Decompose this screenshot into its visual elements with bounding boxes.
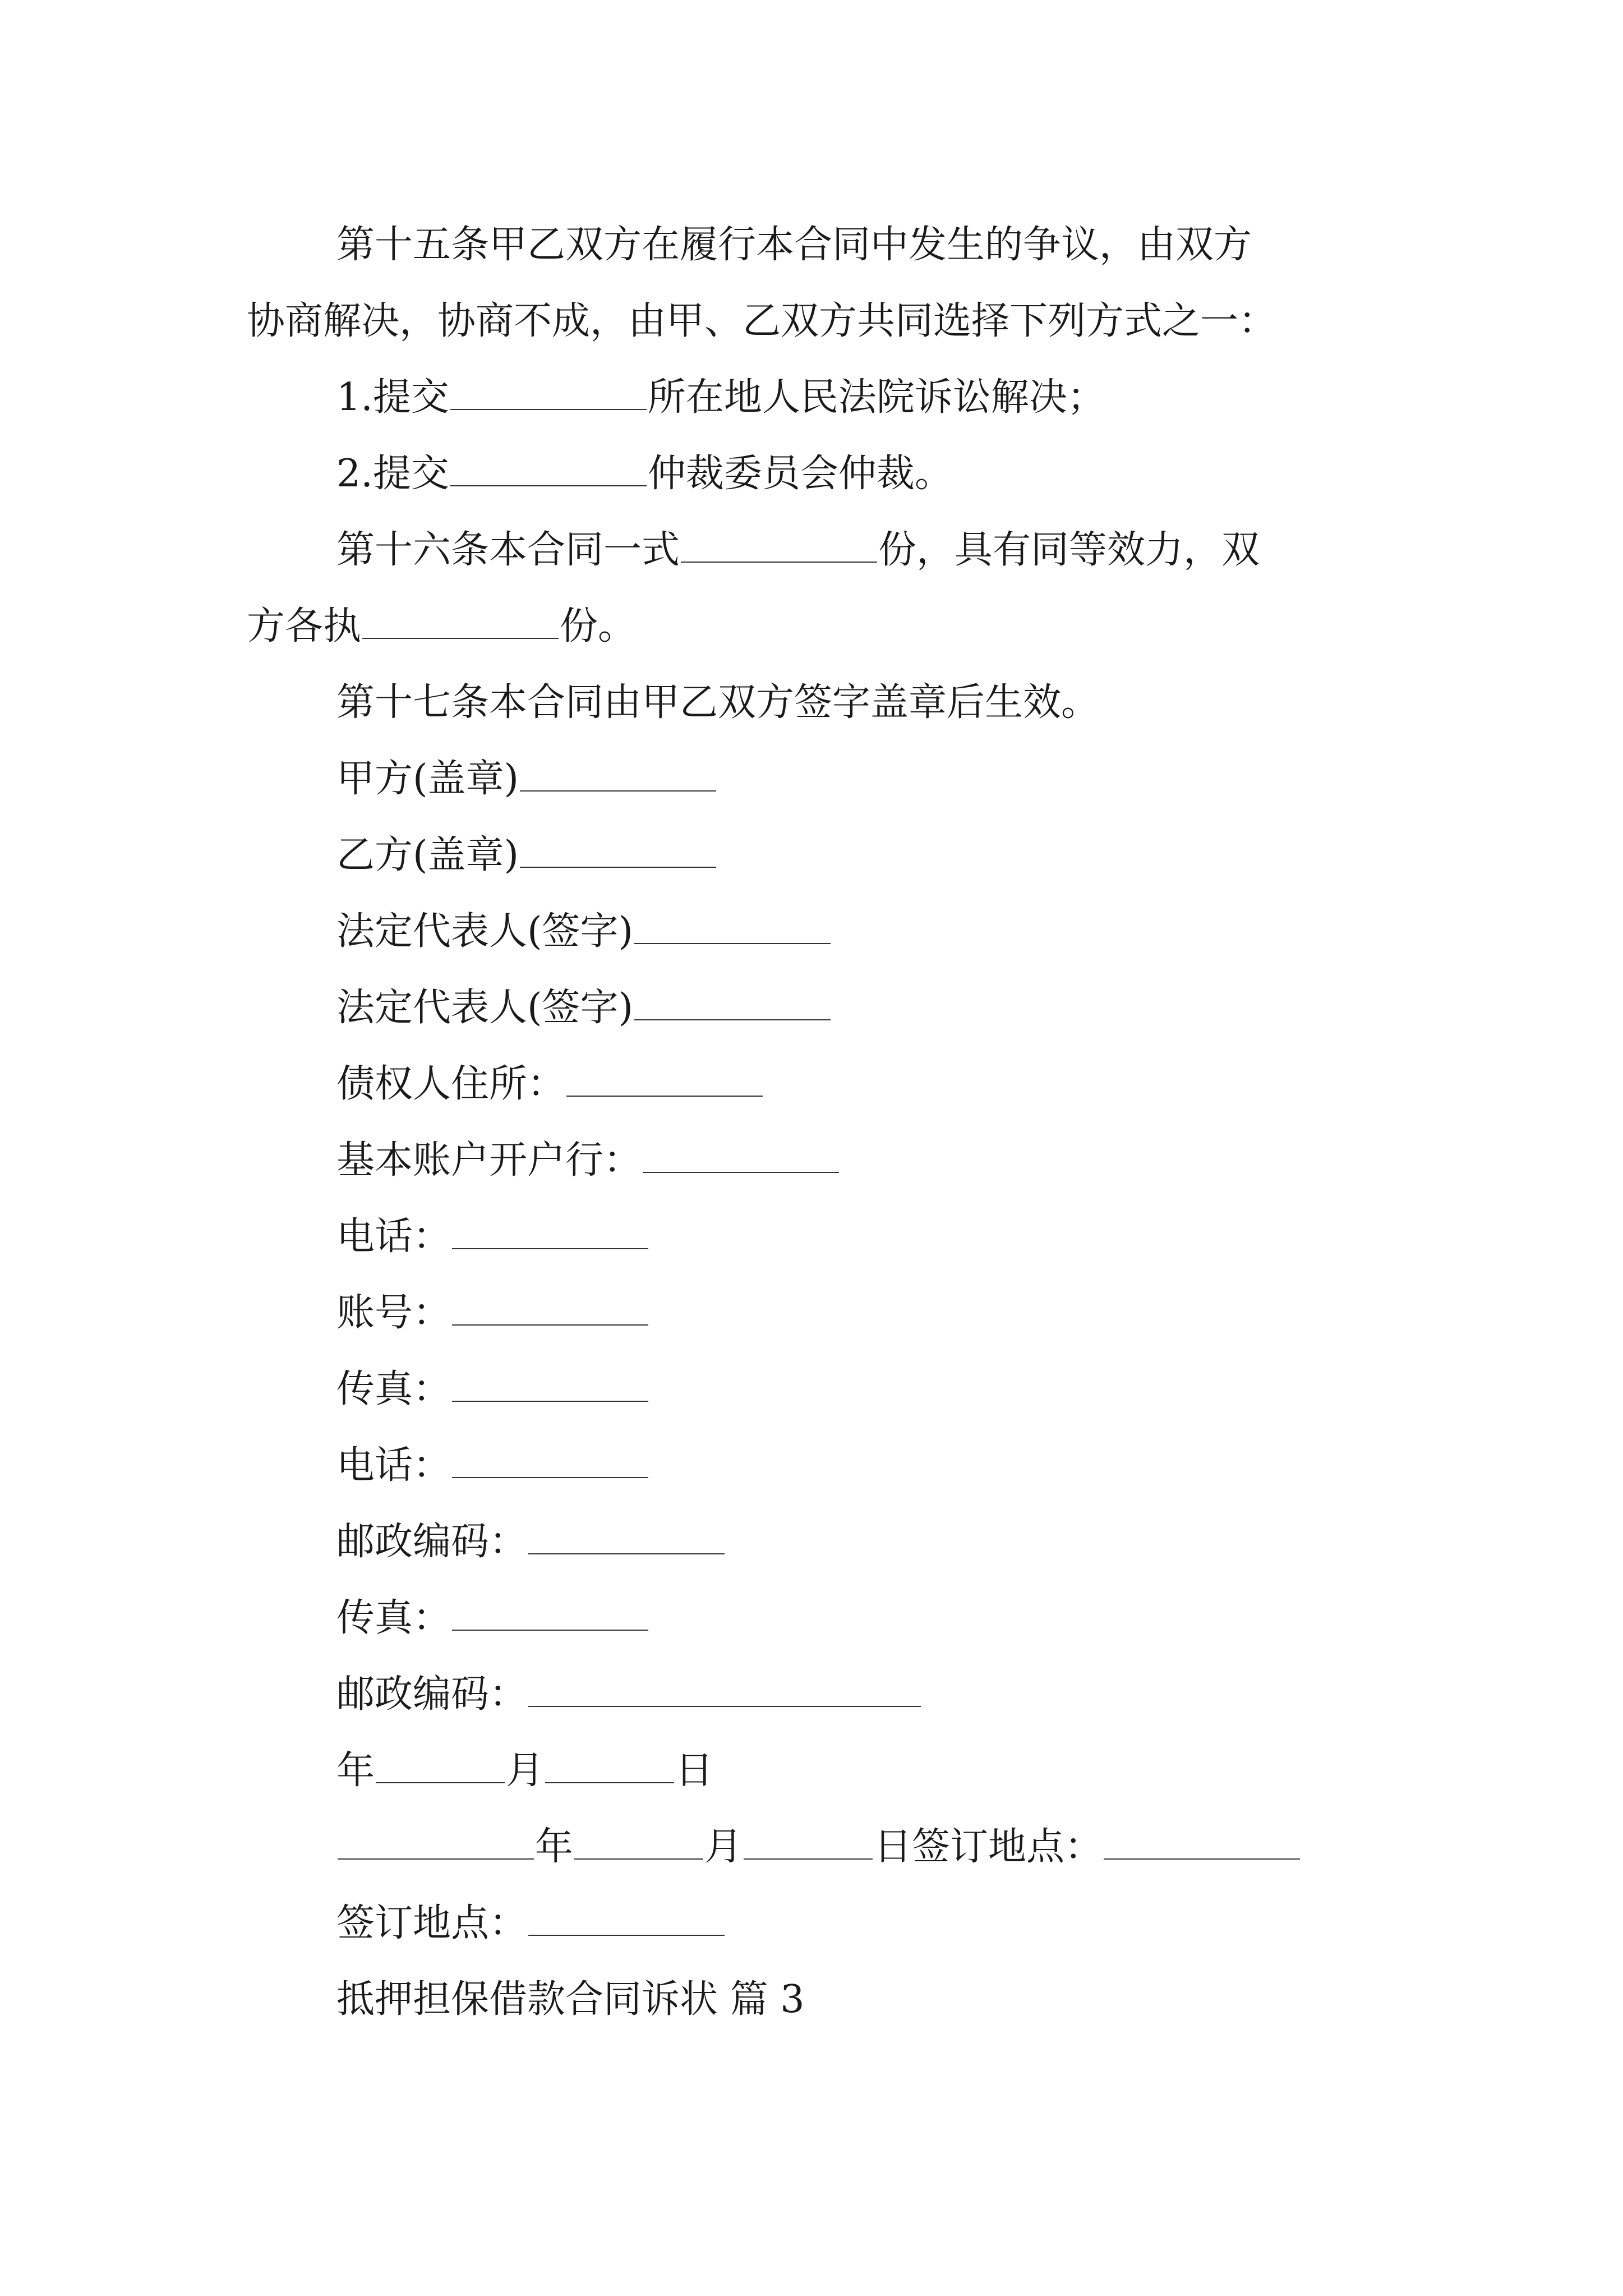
legal-rep-2 [336, 983, 832, 1033]
article-16-line-2-suffix: 份。 [560, 604, 637, 648]
option-1 [336, 372, 1105, 423]
bank [336, 1135, 840, 1186]
option-1-prefix: 1.提交 [336, 375, 449, 420]
option-2 [336, 449, 953, 499]
party-a-blank [520, 790, 716, 792]
date-place-line [336, 1822, 1301, 1872]
court-blank [450, 408, 647, 410]
bank-label: 基本账户开户行： [336, 1138, 642, 1182]
next-section-heading: 抵押担保借款合同诉状 篇 3 [336, 1977, 805, 2022]
date-place-month-label: 月 [704, 1825, 743, 1869]
option-1-suffix: 所在地人民法院诉讼解决； [647, 375, 1105, 420]
phone-2 [336, 1441, 649, 1491]
phone-1 [336, 1212, 649, 1262]
account [336, 1288, 649, 1338]
creditor-address [336, 1059, 764, 1110]
article-15-line-1: 第十五条甲乙双方在履行本合同中发生的争议，由双方 [336, 223, 1252, 267]
day-blank [545, 1782, 674, 1783]
fax-2 [336, 1593, 649, 1644]
party-a-seal [336, 754, 717, 804]
creditor-address-blank [566, 1095, 763, 1097]
phone-2-label: 电话： [336, 1443, 451, 1488]
postal-2 [336, 1669, 922, 1720]
date-place-day-label: 日签订地点： [874, 1825, 1103, 1869]
date-year-label: 年 [336, 1749, 375, 1793]
month-blank [376, 1782, 505, 1783]
date-month-label: 月 [506, 1749, 545, 1793]
option-2-suffix: 仲裁委员会仲裁。 [647, 452, 953, 496]
party-b-seal [336, 830, 717, 881]
article-16-line-1 [336, 525, 1260, 576]
party-a-label: 甲方(盖章) [336, 757, 519, 801]
article-16-line-2-prefix: 方各执 [247, 604, 362, 648]
legal-rep-2-label: 法定代表人(签字) [336, 986, 634, 1030]
account-blank [452, 1324, 648, 1326]
bank-blank [643, 1171, 839, 1173]
fax-2-label: 传真： [336, 1596, 451, 1640]
legal-rep-1 [336, 907, 832, 957]
date-day-label: 日 [675, 1749, 714, 1793]
postal-2-label: 邮政编码： [336, 1672, 528, 1717]
creditor-address-label: 债权人住所： [336, 1062, 566, 1106]
legal-rep-1-label: 法定代表人(签字) [336, 909, 634, 954]
article-17: 第十七条本合同由甲乙双方签字盖章后生效。 [336, 680, 1100, 725]
article-16-line-2 [247, 601, 636, 652]
legal-rep-2-blank [634, 1019, 831, 1020]
date-place-month-blank [574, 1858, 703, 1860]
article-16-prefix: 第十六条本合同一式 [336, 528, 680, 572]
fax-1-blank [452, 1400, 648, 1402]
option-2-prefix: 2.提交 [336, 452, 449, 496]
fax-2-blank [452, 1629, 648, 1631]
signing-place-label: 签订地点： [336, 1901, 528, 1945]
fax-1 [336, 1364, 649, 1415]
phone-2-blank [452, 1476, 648, 1478]
postal-1-label: 邮政编码： [336, 1520, 528, 1564]
date-place-year-label: 年 [535, 1825, 574, 1869]
postal-1-blank [528, 1553, 725, 1554]
postal-1 [336, 1517, 726, 1567]
fax-1-label: 传真： [336, 1367, 451, 1411]
signing-place [336, 1898, 726, 1949]
phone-1-blank [452, 1248, 648, 1249]
account-label: 账号： [336, 1291, 451, 1335]
phone-1-label: 电话： [336, 1214, 451, 1259]
legal-rep-1-blank [634, 942, 831, 944]
arbitration-blank [450, 485, 647, 486]
date-place-blank [1104, 1858, 1300, 1860]
party-b-blank [520, 866, 716, 868]
postal-2-blank [528, 1705, 921, 1707]
each-copies-blank [362, 637, 559, 639]
signing-place-blank [528, 1934, 725, 1936]
article-15-line-2: 协商解决，协商不成，由甲、乙双方共同选择下列方式之一： [247, 299, 1277, 343]
copies-blank [681, 561, 877, 563]
year-blank [338, 1858, 534, 1860]
article-16-suffix: 份，具有同等效力，双 [878, 528, 1260, 572]
date-line [336, 1746, 713, 1796]
party-b-label: 乙方(盖章) [336, 833, 519, 877]
date-place-day-blank [744, 1858, 873, 1860]
